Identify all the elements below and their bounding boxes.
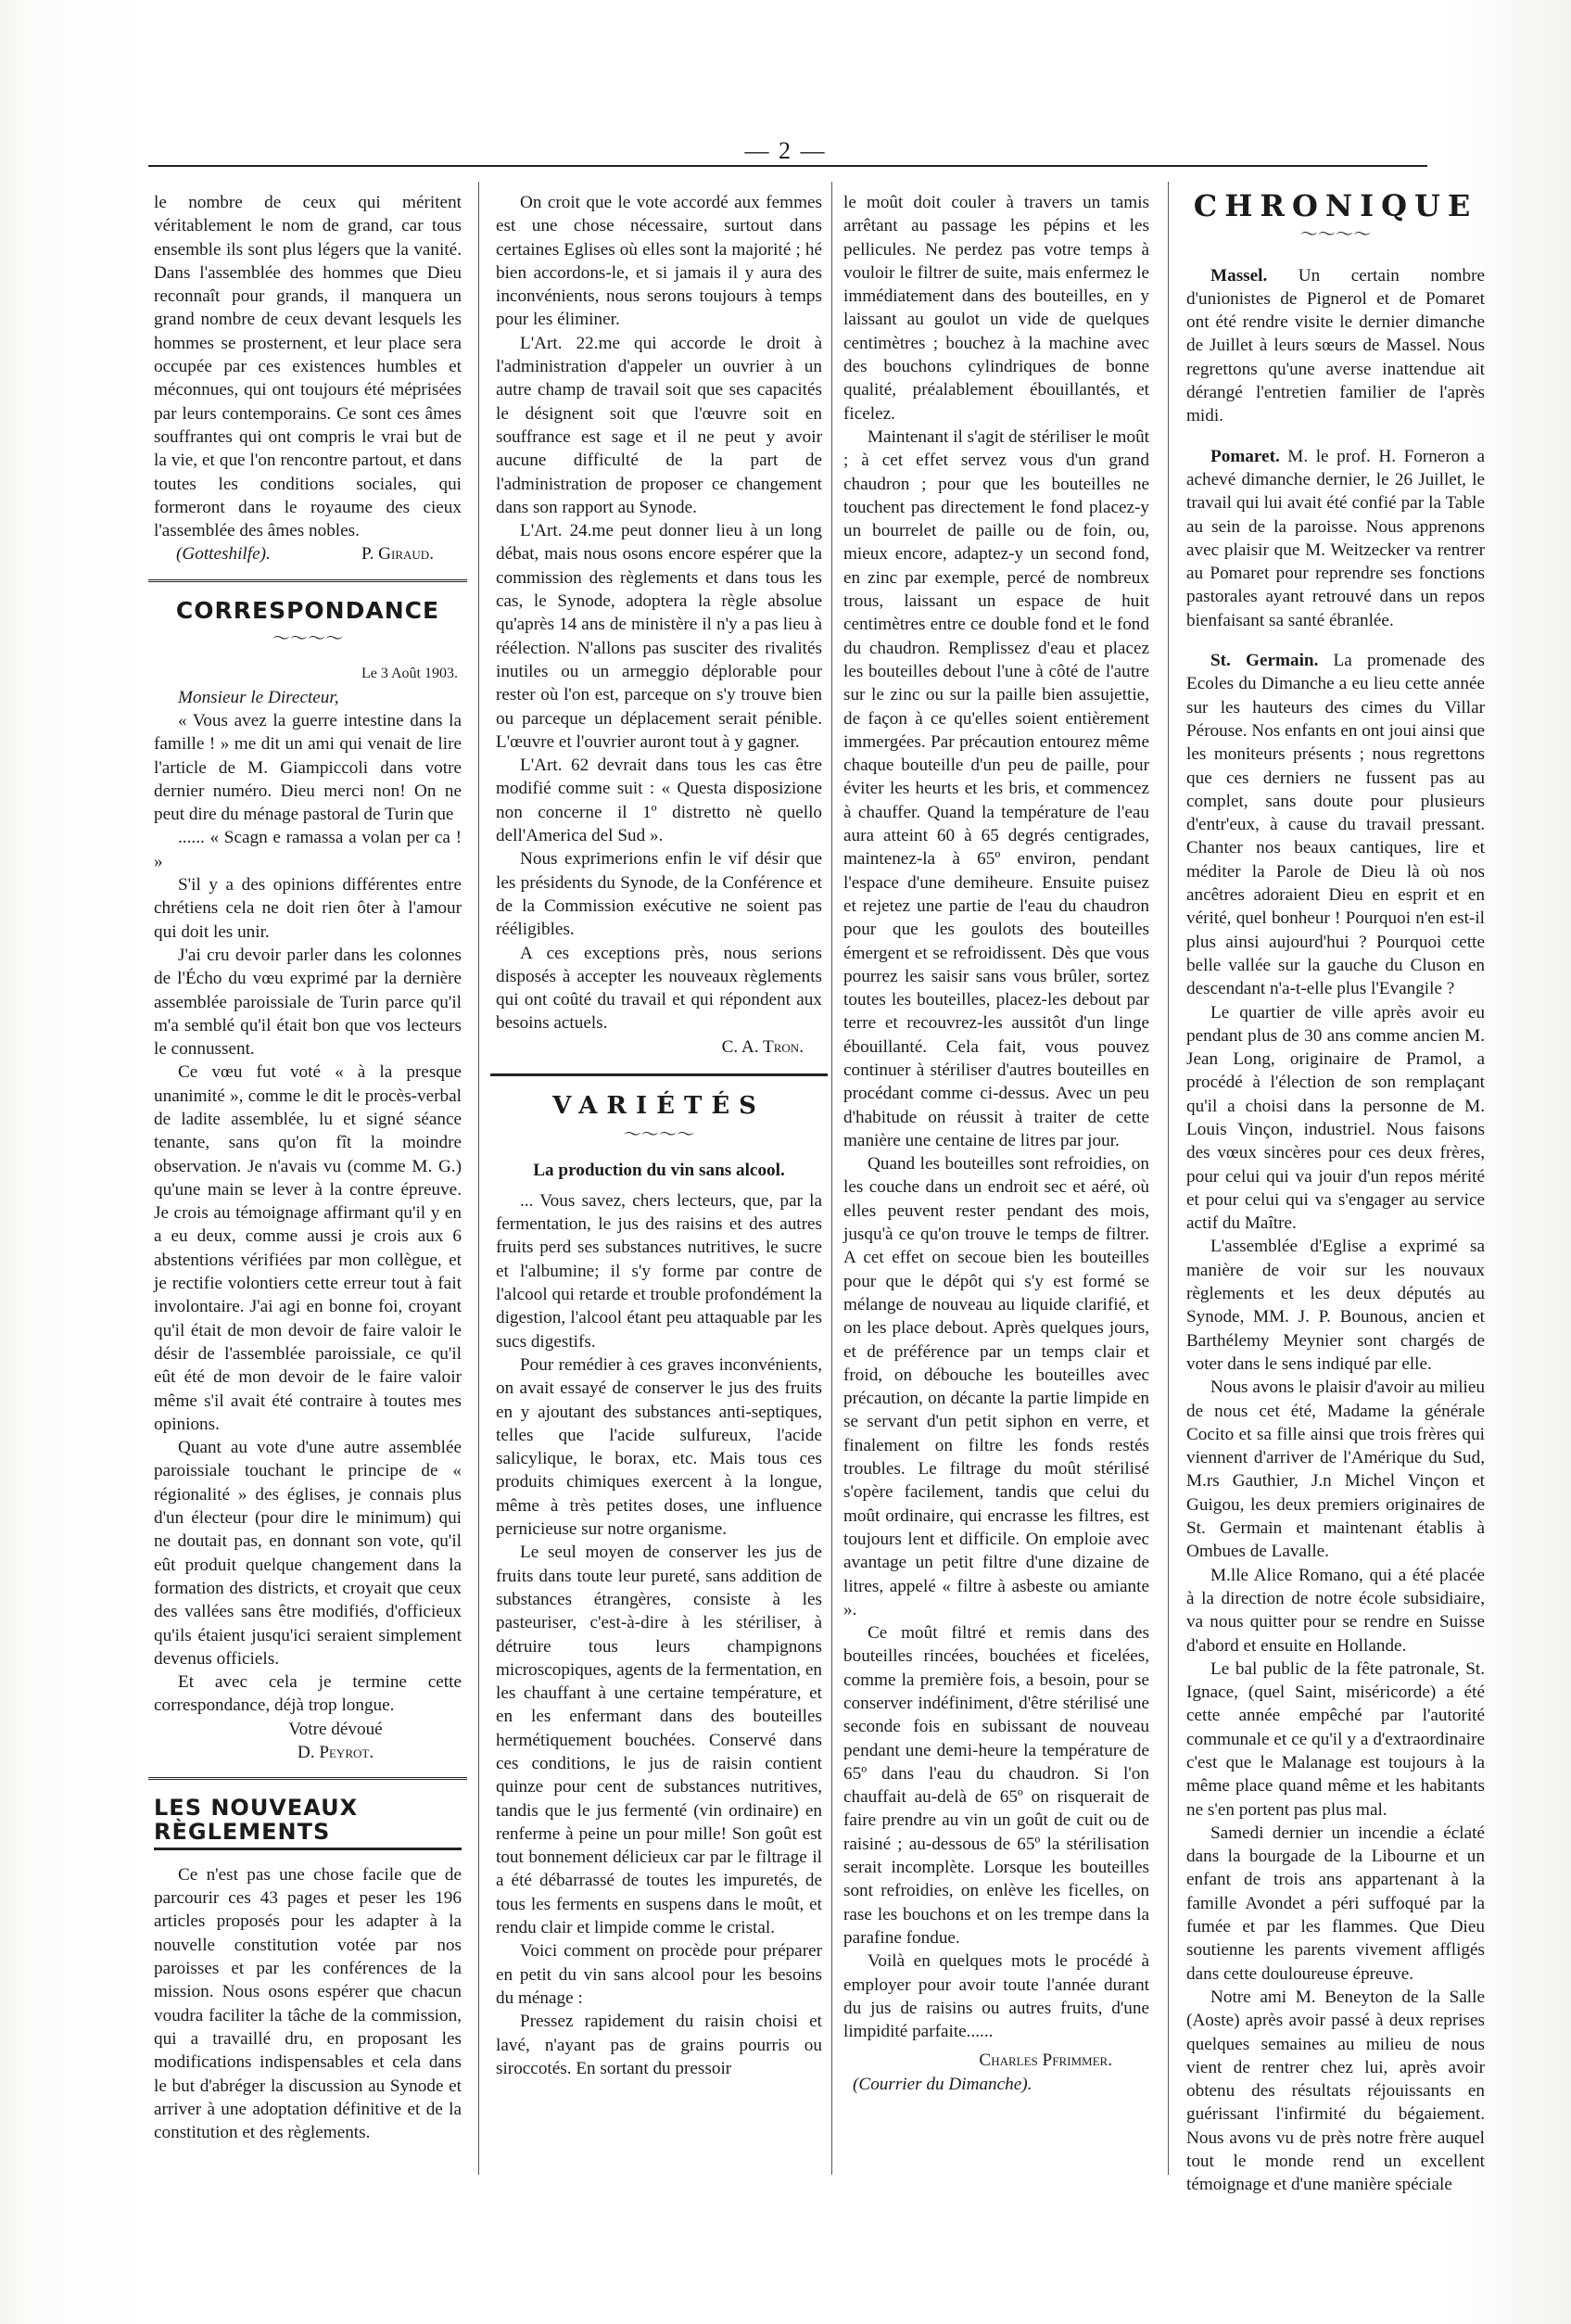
letter-closing: Votre dévoué xyxy=(288,1719,383,1739)
paragraph: Et avec cela je termine cette correspondance, déjà trop longue. xyxy=(154,1672,462,1716)
article-author: Charles Pfrimmer. xyxy=(979,2051,1112,2071)
article-continuation: le nombre de ceux qui méritent véritablement le nom de grand, car tous ensemble ils sont plus légers que la vanité. Dans l'assemblée des hommes que Dieu reconnaît pour grands, il manquera un grand nombre de ceux devant lesquels les hommes se prosternent, et leur place sera occupée par ces existences humbles et méconnues, qui ont toujours été méprisées par leurs contemporains. Ce sont ces âmes souffrantes qui ont compris le vrai but de la vie, et que l'on rencontre partout, et dans toutes les conditions sociales, qui formeront dans le royaume des cieux l'assemblée des âmes nobles. xyxy=(154,193,462,541)
column-4 xyxy=(1186,188,1485,2197)
paragraph: Samedi dernier un incendie a éclaté dans la bourgade de la Libourne et un enfant de trois ans appartenant à la famille Avondet a péri suffoqué par la fumée et par les flammes. Que Dieu soutienne les parents vivement affligés dans cette douloureuse épreuve. xyxy=(1186,1822,1485,1984)
paragraph: Le quartier de ville après avoir eu pendant plus de 30 ans comme ancien M. Jean Long, originaire de Pramol, a procédé à l'élection de son remplaçant qu'il a choisi dans la personne de M. Louis Vinçon, industriel. Nous faisons des vœux sincères pour ces deux frères, pour celui qui va jouir d'un repos mérité et pour celui qui va s'engager au service actif du Maître. xyxy=(1186,1002,1485,1234)
article-source: (Courrier du Dimanche). xyxy=(853,2074,1033,2094)
paragraph: Quand les bouteilles sont refroidies, on les couche dans un endroit sec et aéré, où elles peuvent rester pendant des mois, jusqu'à ce qu'on trouve le temps de filtrer. A cet effet on secoue bien les bouteilles pour que le dépôt qui s'y est formé se mélange de nouveau au liquide clarifié, et on les place debout. Après quelques jours, et de préférence par un temps clair et froid, on débouche les bouteilles avec précaution, on décante la partie limpide en se servant d'un petit siphon en verre, et finalement on filtre les fonds restés troubles. Le filtrage du moût stérilisé s'opère facilement, tandis que celui du moût ordinaire, qui encrasse les filtres, est toujours lent et difficile. On emploie avec avantage un petit filtre d'une dizaine de litres, appelé « filtre à asbeste ou amiante ». xyxy=(843,1154,1149,1619)
paragraph: M.lle Alice Romano, qui a été placée à la direction de notre école subsidiaire, va nous quitter pour se rendre en Suisse d'abord et ensuite en Hollande. xyxy=(1186,1565,1485,1656)
news-item xyxy=(1186,445,1485,632)
paragraph: Ce moût filtré et remis dans des bouteilles rincées, bouchées et ficelées, comme la première fois, a besoin, pour se conserver indéfiniment, d'être stérilisé une seconde fois en subissant de nouveau pendant une demi-heure la température de 65º dans l'eau du chaudron. Si l'on chauffait au-delà de 65º on risquerait de faire prendre au vin un goût de cuit ou de raisiné ; au-dessous de 65º la stérilisation serait incomplète. Lorsque les bouteilles sont refroidies, on enlève les ficelles, on rase les bouchons et on les trempe dans la parafine fondue. xyxy=(843,1623,1149,1948)
letter-salutation: Monsieur le Directeur, xyxy=(178,687,339,707)
paragraph: « Vous avez la guerre intestine dans la famille ! » me dit un ami qui venait de lire l'article de M. Giampiccoli dans votre dernier numéro. Dieu merci non! On ne peut dire du ménage pastoral de Turin que xyxy=(154,710,462,825)
paragraph: Notre ami M. Beneyton de la Salle (Aoste) après avoir passé à deux reprises quelques semaines au milieu de nous vient de rentrer chez lui, après avoir obtenu des résultats réjouissants en guérissant l'infirmité du bégaiement. Nous avons vu de près notre frère auquel tout le monde rend un excellent témoignage et d'une manière spéciale xyxy=(1186,1987,1485,2195)
news-item xyxy=(1186,649,1485,1000)
paragraph: J'ai cru devoir parler dans les colonnes de l'Écho du vœu exprimé par la dernière assemblée paroissiale de Turin parce qu'il m'a semblé qu'il était bon que vos lecteurs le connussent. xyxy=(154,945,462,1060)
paragraph: Pressez rapidement du raisin choisi et lavé, n'ayant pas de grains pourris ou siroccotés. En sortant du pressoir xyxy=(496,2012,822,2078)
paragraph: L'Art. 62 devrait dans tous les cas être modifié comme suit : « Questa disposizione non concerne il 1º distretto nè quello dell'America del Sud ». xyxy=(496,756,822,846)
paragraph: Nous exprimerions enfin le vif désir que les présidents du Synode, de la Conférence et de la Commission exécutive ne soient pas rééligibles. xyxy=(496,849,822,940)
paragraph: Maintenant il s'agit de stériliser le moût ; à cet effet servez vous d'un grand chaudron ; pour que les bouteilles ne touchent pas directement le fond placez-y un bourrelet de paille ou de foin, ou, mieux encore, adaptez-y un second fond, en zinc par exemple, percé de nombreux trous, laissant un espace de huit centimètres entre ce double fond et le fond du chaudron. Remplissez d'eau et placez les bouteilles debout l'une à côté de l'autre sur le zinc ou sur la paille bien assujettie, de façon à ce qu'elles soient entièrement immergées. Par précaution entourez même chaque bouteille d'un peu de paille, pour éviter les heurts et les bris, et commencez à chauffer. Quand la température de l'eau aura atteint 60 à 65 degrés centigrades, maintenez-la à 65º environ, pendant l'espace d'une demiheure. Ensuite puisez et rejetez une partie de l'eau du chaudron pour que les goulots des bouteilles émergent et se refroidissent. Dès que vous pourrez les saisir sans vous brûler, sortez toutes les bouteilles, placez-les debout par terre et recouvrez-les aussitôt d'un linge ébouillanté. Cela fait, vous pouvez continuer à stériliser d'autres bouteilles en procédant comme ci-dessus. Avec un peu d'habitude on réussit à traiter de cette manière une centaine de litres par jour. xyxy=(843,426,1149,1150)
quote: ...... « Scagn e ramassa a volan per ca ! » xyxy=(154,828,462,871)
column-divider xyxy=(831,182,832,2175)
section-title-reglements: LES NOUVEAUX RÈGLEMENTS xyxy=(154,1797,462,1850)
paragraph: le moût doit couler à travers un tamis arrêtant au passage les pépins et les pellicules. Ne perdez pas votre temps à vouloir le filtrer de suite, mais enfermez le immédiatement dans des bouteilles, en y laissant au goulot un vide de quelques centimètres ; bouchez à la machine avec des bouchons cylindriques de bonne qualité, préalablement ébouillantés, et ficelez. xyxy=(843,193,1149,424)
news-text: La promenade des Ecoles du Dimanche a eu lieu cette année sur les hauteurs des cimes du Villar Pérouse. Nos enfants en ont joui ainsi que les moniteurs présents ; nous regrettons que ces derniers ne fussent pas au complet, sans doute pour plusieurs d'entr'eux, à cause du travail pressant. Chanter nos beaux cantiques, lire et méditer la Parole de Dieu là où nos ancêtres adoraient Dieu en esprit et en vérité, quel bonheur ! Pourquoi n'en est-il plus ainsi aujourd'hui ? Pourquoi cette belle vallée sur la gauche du Cluson en descendant n'a-t-elle plus l'Evangile ? xyxy=(1186,651,1485,999)
column-2 xyxy=(496,191,822,2080)
page-number: — 2 — xyxy=(744,137,827,164)
signature-line xyxy=(154,542,462,565)
ornament: ～～～～ xyxy=(272,629,344,650)
news-place: Pomaret. xyxy=(1210,446,1280,466)
section-title-chronique: CHRONIQUE xyxy=(1193,188,1478,223)
paragraph: Voici comment on procède pour préparer en petit du vin sans alcool pour les besoins du ménage : xyxy=(496,1941,822,2008)
signature-author: P. Giraud. xyxy=(361,544,434,565)
signature-source: (Gotteshilfe). xyxy=(176,544,271,565)
paragraph: S'il y a des opinions différentes entre chrétiens cela ne doit rien ôter à l'amour qui doit les unir. xyxy=(154,875,462,942)
letter-author: D. Peyrot. xyxy=(297,1743,374,1762)
news-text: Un certain nombre d'unionistes de Pignerol et de Pomaret ont été rendre visite le dernier dimanche de Juillet à leurs sœurs de Massel. Nous regrettons qu'une averse inattendue ait dérangé l'entretien familier de l'après midi. xyxy=(1186,265,1485,426)
header-rule xyxy=(148,165,1427,167)
paragraph: A ces exceptions près, nous serions disposés à accepter les nouveaux règlements qui ont coûté du travail et qui répondent aux besoins actuels. xyxy=(496,943,822,1034)
paragraph: Le seul moyen de conserver les jus de fruits dans toute leur pureté, sans addition de substances étrangères, consiste à les pasteuriser, c'est-à-dire à les stériliser, à détruire tous leurs champignons microscopiques, agents de la fermentation, en les chauffant à une certaine température, et en les enfermant dans des bouteilles hermétiquement bouchées. Conservé dans ces conditions, le jus de raisin contient quinze pour cent de substances nutritives, tandis que le jus fermenté (vin ordinaire) en renferme à peine un pour mille! Son goût est tout bonnement délicieux car par le filtrage il a été débarrassé de toutes les impuretés, de tous les ferments en suspens dans le moût, et rendu clair et limpide comme le cristal. xyxy=(496,1543,822,1938)
news-text: M. le prof. H. Forneron a achevé dimanche dernier, le 26 Juillet, le travail qui lui avait été confié par la Table au sein de la paroisse. Nous apprenons avec plaisir que M. Weitzecker va rentrer au Pomaret pour reprendre ses fonctions pastorales ayant retrouvé dans un repos bienfaisant sa santé ébranlée. xyxy=(1186,446,1485,630)
column-divider xyxy=(478,182,479,2175)
paragraph: L'Art. 22.me qui accorde le droit à l'administration d'appeler un ouvrier à un autre champ de travail soit que ses capacités le désignent soit que l'œuvre soit en souffrance est sage et il ne peut y avoir aucune difficulté de la part de l'administration de proposer ce changement dans son rapport au Synode. xyxy=(496,333,822,517)
news-item xyxy=(1186,264,1485,428)
paragraph: Le bal public de la fête patronale, St. Ignace, (quel Saint, miséricorde) a été cette année empêché par l'autorité communale et ce qu'il y a d'extraordinaire c'est que le Malanage est toujours à la même place quand même et les habitants ne s'en portent pas plus mal. xyxy=(1186,1658,1485,1820)
ornament: ～～～～ xyxy=(623,1125,695,1146)
section-divider xyxy=(490,1073,828,1076)
column-divider xyxy=(1168,182,1169,2175)
paragraph: Nous avons le plaisir d'avoir au milieu de nous cet été, Madame la générale Cocito et sa fille ainsi que trois frères qui viennent d'arriver de l'Amérique du Sud, M.rs Gauthier, J.n Michel Vinçon et Guigou, les deux premiers originaires de St. Germain et maintenant établis à Ombues de Lavalle. xyxy=(1186,1378,1485,1562)
letter-date: Le 3 Août 1903. xyxy=(361,666,458,682)
paragraph: Ce vœu fut voté « à la presque unanimité », comme le dit le procès-verbal de ladite assemblée, lu et signé séance tenante, sans qu'on fît la moindre observation. Je n'avais vu (comme M. G.) qu'une main se lever à la contre épreuve. Je crois au témoignage affirmant qu'il y en a eu deux, comme aussi je crois aux 6 abstentions vérifiées par mon collègue, et je rectifie volontiers cette erreur tout à fait involontaire. J'ai agi en bonne foi, croyant qu'il était de mon devoir de faire valoir le désir de l'assemblée paroissiale, ce qu'il eût été de mon devoir de le faire valoir même s'il avait été contraire à toutes mes opinions. xyxy=(154,1062,462,1434)
article-author: C. A. Tron. xyxy=(721,1036,804,1057)
section-divider xyxy=(148,579,467,582)
column-3 xyxy=(843,191,1149,2096)
paragraph: Quant au vote d'une autre assemblée paroissiale touchant le principe de « régionalité » des églises, je connais plus d'un électeur (pour dire le minimum) qui ne doutait pas, en donnant son vote, qu'il eût produit quelque changement dans la formation des districts, et croyait que ceux des vallées sans être modifiés, d'officieux qu'ils étaient jusqu'ici seraient simplement devenus officiels. xyxy=(154,1438,462,1669)
article-subtitle: La production du vin sans alcool. xyxy=(533,1160,785,1180)
paragraph: L'assemblée d'Eglise a exprimé sa manière de voir sur les nouvaux règlements et les deux députés au Synode, MM. J. P. Bounous, ancien et Barthélemy Meynier sont chargés de voter dans le sens indiqué par elle. xyxy=(1186,1237,1485,1374)
section-title-varietes: VARIÉTÉS xyxy=(552,1091,766,1120)
column-1 xyxy=(154,191,462,2144)
news-place: Massel. xyxy=(1210,265,1268,286)
paragraph: Ce n'est pas une chose facile que de parcourir ces 43 pages et peser les 196 articles proposés pour les adapter à la nouvelle constitution votée par nos paroisses et par les conférences de la mission. Nous osons espérer que chacun voudra faciliter la tâche de la commission, qui a travaillé dru, en proposant les modifications indispensables et cela dans le but d'abréger la discussion au Synode et arriver à une adoptation définitive et de la constitution et des règlements. xyxy=(154,1864,462,2143)
paragraph: ... Vous savez, chers lecteurs, que, par la fermentation, le jus des raisins et des autres fruits perd ses substances nutritives, le sucre et l'albumine; il s'y forme par contre de l'alcool qui retarde et trouble profondément la digestion, l'alcool étant peu attaquable par les sucs digestifs. xyxy=(496,1190,822,1352)
ornament: ～～～～ xyxy=(1299,225,1372,246)
paragraph: Voilà en quelques mots le procédé à employer pour avoir toute l'année durant du jus de raisins ou autres fruits, d'une limpidité parfaite...... xyxy=(843,1951,1149,2042)
paragraph: Pour remédier à ces graves inconvénients, on avait essayé de conserver le jus des fruits en y ajoutant des substances anti-septiques, telles que l'acide sulfureux, l'acide salicylique, le borax, etc. Mais tous ces produits chimiques exercent à la longue, même à très petites doses, une influence pernicieuse sur notre organisme. xyxy=(496,1354,822,1540)
section-title-correspondance: CORRESPONDANCE xyxy=(175,596,440,624)
section-divider xyxy=(148,1777,467,1780)
paragraph: On croit que le vote accordé aux femmes est une chose nécessaire, surtout dans certaines Eglises où elles sont la majorité ; hé bien accordons-le, et si jamais il y aura des inconvénients, nous serons toujours à temps pour les éliminer. xyxy=(496,193,822,330)
paragraph: L'Art. 24.me peut donner lieu à un long débat, mais nous osons encore espérer que la commission des règlements et dans tous les cas, le Synode, adoptera la règle absolue qu'après 14 ans de ministère il n'y a pas lieu à réélection. N'allons pas susciter des rivalités inutiles ou un armeggio déplorable pour rester où l'on est, parceque on s'y trouve bien ou parceque un déplacement serait pénible. L'œuvre et l'ouvrier auront tout à y gagner. xyxy=(496,521,822,752)
news-place: St. Germain. xyxy=(1210,651,1319,671)
